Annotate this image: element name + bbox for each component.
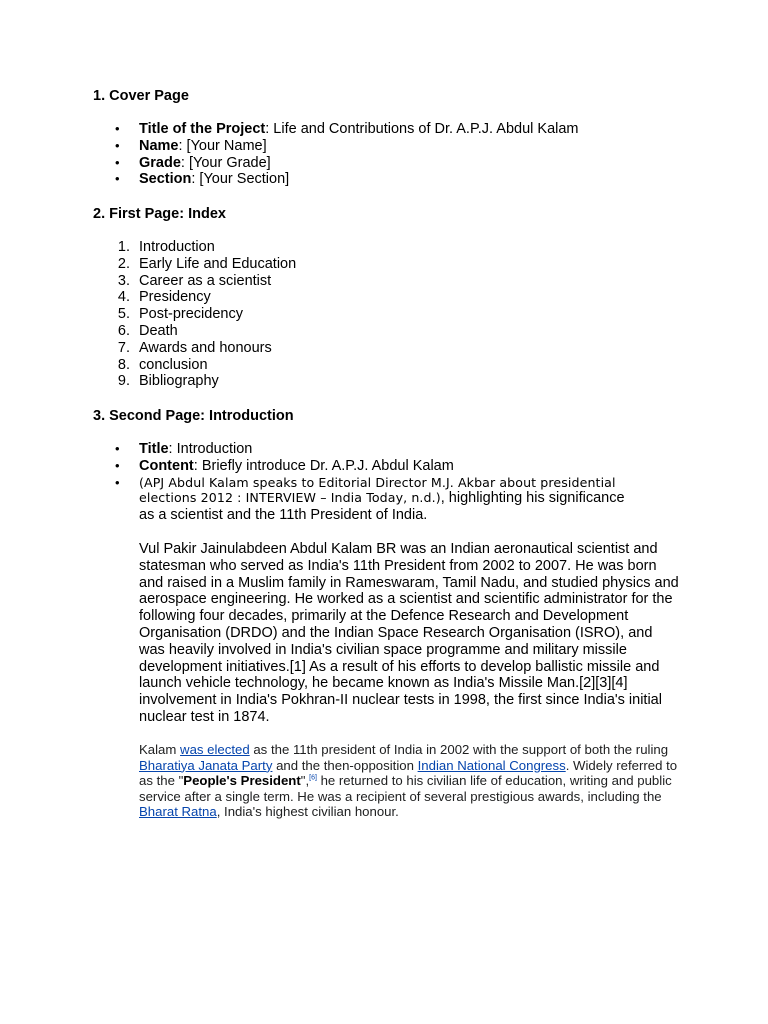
cover-page-heading: 1. Cover Page (93, 88, 189, 104)
item-label: Section (139, 171, 192, 188)
item-number: 9. (117, 373, 130, 390)
excerpt-text: he returned to his civilian life of education, writing and public service after a single term. He was a recipient of several prestigious awards, including the (139, 773, 672, 804)
item-value: : Life and Contributions of Dr. A.P.J. Abdul Kalam (265, 121, 579, 137)
item-text: Presidency (139, 289, 211, 306)
bharat-ratna-link[interactable]: Bharat Ratna (139, 804, 217, 820)
excerpt-text: , India's highest civilian honour. (216, 804, 399, 820)
item-value: : [Your Name] (178, 137, 267, 154)
item-value: : [Your Section] (191, 171, 290, 188)
item-label: Name (139, 137, 179, 154)
bjp-link[interactable]: Bharatiya Janata Party (139, 757, 273, 773)
index-list (93, 239, 296, 390)
list-item (93, 239, 296, 256)
excerpt-text: ", (300, 773, 310, 789)
bullet-icon: • (115, 154, 120, 170)
list-item (93, 323, 296, 340)
item-text: Death (139, 322, 178, 339)
item-text: Early Life and Education (139, 255, 297, 272)
item-value: : Briefly introduce Dr. A.P.J. Abdul Kalam (193, 457, 454, 474)
list-item (93, 171, 579, 188)
item-value: : [Your Grade] (180, 154, 271, 171)
item-number: 2. (117, 255, 130, 272)
item-text: Introduction (139, 239, 215, 255)
item-text: Post-precidency (139, 306, 243, 323)
list-item (93, 475, 616, 492)
list-item (93, 273, 296, 290)
introduction-heading: 3. Second Page: Introduction (93, 408, 294, 424)
item-text: Awards and honours (139, 339, 272, 356)
item-label: Title (139, 441, 169, 457)
bullet-icon: • (115, 171, 120, 187)
citation-continuation (139, 490, 684, 524)
citation-rest: as a scientist and the 11th President of India. (139, 506, 428, 523)
list-item (93, 441, 616, 458)
list-item (93, 138, 579, 155)
list-item (93, 289, 296, 306)
item-value: : Introduction (168, 441, 253, 457)
bullet-icon: • (115, 474, 120, 490)
list-item (93, 373, 296, 390)
item-text: Career as a scientist (139, 272, 272, 289)
inc-link[interactable]: Indian National Congress (417, 757, 566, 773)
excerpt-text: . Widely referred to as the " (139, 757, 678, 789)
bullet-icon: • (115, 137, 120, 153)
item-label: Content (139, 457, 194, 474)
bullet-icon: • (115, 441, 120, 456)
item-number: 4. (117, 289, 130, 306)
excerpt-text: as the 11th president of India in 2002 with the support of both the ruling (249, 742, 669, 757)
excerpt-text: and the then-opposition (272, 757, 418, 773)
citation-tail: , highlighting his significance (440, 490, 625, 506)
bullet-icon: • (115, 121, 120, 136)
item-number: 3. (117, 272, 130, 289)
item-number: 6. (117, 322, 130, 339)
list-item (93, 306, 296, 323)
cover-page-list (93, 121, 579, 188)
introduction-list (93, 441, 616, 491)
biography-paragraph: Vul Pakir Jainulabdeen Abdul Kalam BR was an Indian aeronautical scientist and statesman who served as India's 11th President from 2002 to 2007. He was born and raised in a Muslim family in Rameswaram, Tamil Nadu, and studied physics and aerospace engineering. He worked as a scientist and scientific administrator for the following four decades, primarily at the Defence Research and Development Organisation (DRDO) and the Indian Space Research Organisation (ISRO), and was heavily involved in India's civilian space programme and military missile development initiatives.[1] As a result of his efforts to develop ballistic missile and launch vehicle technology, he became known as India's Missile Man.[2][3][4] involvement in India's Pokhran-II nuclear tests in 1998, the first since India's initial nuclear test in 1874. (139, 541, 679, 725)
bullet-icon: • (115, 457, 120, 473)
item-number: 5. (117, 306, 130, 323)
was-elected-link[interactable]: was elected (180, 742, 250, 757)
index-heading: 2. First Page: Index (93, 206, 226, 222)
list-item (93, 340, 296, 357)
item-text: Bibliography (139, 373, 219, 390)
list-item (93, 458, 616, 475)
item-label: Grade (139, 154, 181, 171)
wikipedia-excerpt (139, 742, 684, 820)
citation-text-2: elections 2012 : INTERVIEW – India Today, n.d.) (139, 490, 441, 505)
item-label: Title of the Project (139, 121, 266, 137)
list-item (93, 256, 296, 273)
list-item (93, 121, 579, 138)
list-item (93, 357, 296, 374)
item-number: 7. (117, 339, 130, 356)
citation-text: (APJ Abdul Kalam speaks to Editorial Director M.J. Akbar about presidential (139, 474, 616, 490)
list-item (93, 155, 579, 172)
peoples-president-text: People's President (183, 773, 301, 789)
excerpt-text: Kalam (139, 742, 181, 757)
item-text: conclusion (139, 356, 208, 373)
item-number: 8. (117, 356, 130, 373)
citation-superscript[interactable]: [6] (309, 774, 317, 782)
item-number: 1. (117, 239, 130, 255)
